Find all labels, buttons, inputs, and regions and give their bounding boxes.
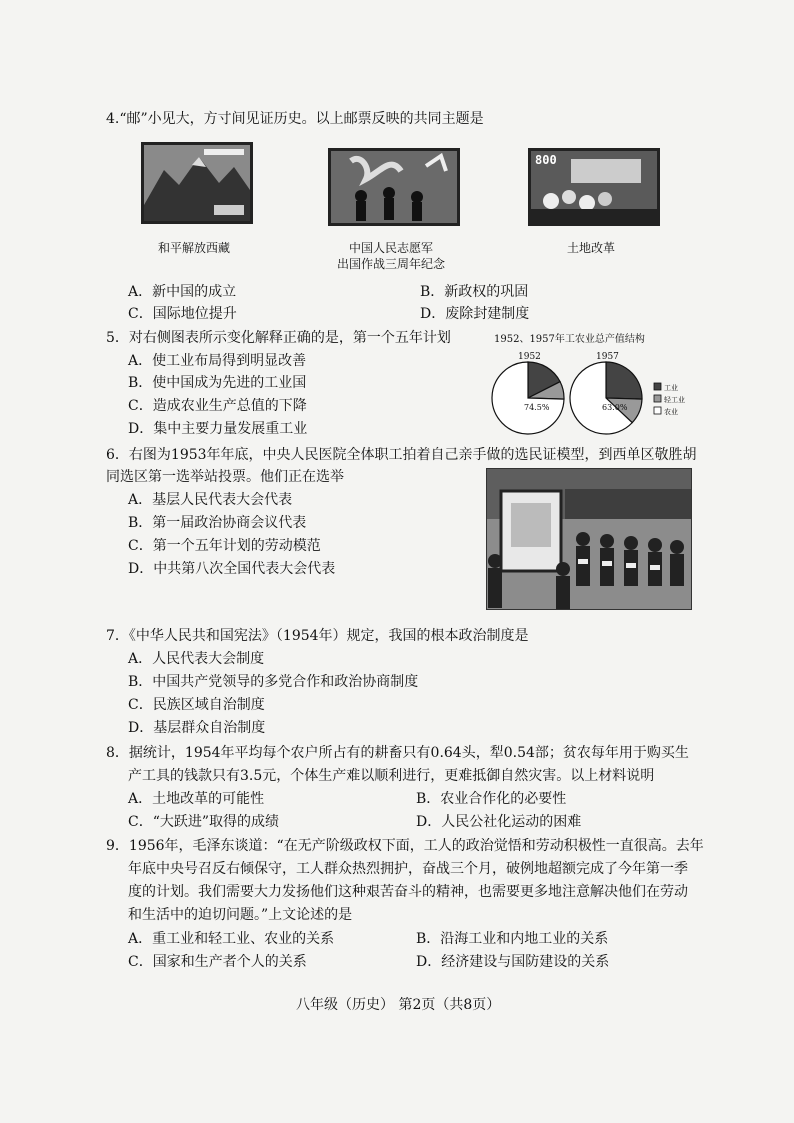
q8-option-c[interactable]: C．“大跃进”取得的成绩: [128, 814, 280, 830]
q4-option-a[interactable]: A．新中国的成立: [128, 284, 237, 300]
stamp-value: 800: [535, 153, 557, 167]
mountain-landscape-icon: [144, 145, 250, 221]
q9-stem-line-1: 9．1956年，毛泽东谈道：“在无产阶级政权下面，工人的政治觉悟和劳动积极性一直很高。去年: [106, 838, 704, 854]
legend-label: 轻工业: [664, 396, 685, 404]
pie-percent-label: 63.0%: [602, 403, 628, 412]
q4-option-d[interactable]: D．废除封建制度: [420, 306, 530, 322]
legend-swatch: [654, 383, 661, 390]
stamp-land-reform: [528, 148, 660, 226]
stamp-caption-1: [141, 240, 247, 256]
legend-label: 农业: [664, 408, 678, 416]
q4-option-c[interactable]: C．国际地位提升: [128, 306, 237, 322]
q8-option-b[interactable]: B．农业合作化的必要性: [416, 791, 567, 807]
q4-stem: 4.“邮”小见大，方寸间见证历史。以上邮票反映的共同主题是: [106, 111, 484, 127]
q5-option-a[interactable]: A．使工业布局得到明显改善: [128, 353, 307, 369]
caption-line: 中国人民志愿军: [348, 241, 433, 255]
q5-option-b[interactable]: B．使中国成为先进的工业国: [128, 375, 307, 391]
voting-photo: [486, 468, 692, 610]
q6-option-a[interactable]: A．基层人民代表大会代表: [128, 492, 293, 508]
legend-swatch: [654, 407, 661, 414]
stamp-volunteer-army: [328, 148, 460, 226]
legend-swatch: [654, 395, 661, 402]
pie-year-label: 1952: [518, 352, 541, 362]
q6-option-c[interactable]: C．第一个五年计划的劳动模范: [128, 538, 321, 554]
q9-stem-line-4: 和生活中的迫切问题。”上文论述的是: [128, 907, 353, 923]
stamp-caption-2: [316, 240, 466, 272]
pie-percent-label: 74.5%: [524, 403, 550, 412]
q8-option-d[interactable]: D．人民公社化运动的困难: [416, 814, 582, 830]
q9-option-c[interactable]: C．国家和生产者个人的关系: [128, 954, 307, 970]
page-footer: 八年级（历史） 第2页（共8页）: [296, 997, 501, 1013]
q6-option-d[interactable]: D．中共第八次全国代表大会代表: [128, 561, 336, 577]
stamp-tibet-liberation: [141, 142, 253, 224]
q5-option-c[interactable]: C．造成农业生产总值的下降: [128, 398, 307, 414]
pie-charts: [478, 342, 688, 442]
q7-option-a[interactable]: A．人民代表大会制度: [128, 651, 265, 667]
caption-line: 出国作战三周年纪念: [336, 257, 445, 271]
q5-option-d[interactable]: D．集中主要力量发展重工业: [128, 421, 308, 437]
q5-stem: 5．对右侧图表所示变化解释正确的是，第一个五年计划: [106, 330, 451, 346]
stamp-caption-3: [528, 240, 654, 256]
pie-slice: [606, 362, 642, 399]
q6-stem-line-1: 6．右图为1953年年底，中央人民医院全体职工拍着自己亲手做的选民证模型，到西单区敬胜胡: [106, 447, 697, 463]
soldiers-battle-icon: [331, 151, 457, 223]
q9-stem-line-2: 年底中央号召反右倾保守，工人群众热烈拥护，奋战三个月，破例地超额完成了今年第一季: [128, 861, 688, 877]
chart-title: 1952、1957年工农业总产值结构: [494, 334, 645, 345]
q7-option-d[interactable]: D．基层群众自治制度: [128, 720, 266, 736]
q9-stem-line-3: 度的计划。我们需要大力发扬他们这种艰苦奋斗的精神，也需要更多地注意解决他们在劳动: [128, 884, 688, 900]
caption-line: 和平解放西藏: [157, 241, 230, 255]
q8-option-a[interactable]: A．土地改革的可能性: [128, 791, 265, 807]
q4-option-b[interactable]: B．新政权的巩固: [420, 284, 529, 300]
q7-option-b[interactable]: B．中国共产党领导的多党合作和政治协商制度: [128, 674, 419, 690]
q8-stem-line-1: 8．据统计，1954年平均每个农户所占有的耕畜只有0.64头，犁0.54部；贫农每年用于购买生: [106, 745, 689, 761]
q8-stem-line-2: 产工具的钱款只有3.5元，个体生产难以顺利进行，更难抵御自然灾害。以上材料说明: [128, 768, 655, 784]
q9-option-a[interactable]: A．重工业和轻工业、农业的关系: [128, 931, 335, 947]
q6-option-b[interactable]: B．第一届政治协商会议代表: [128, 515, 307, 531]
q7-option-c[interactable]: C．民族区域自治制度: [128, 697, 265, 713]
legend-label: 工业: [664, 384, 678, 392]
pie-chart-figure: [478, 330, 688, 442]
pie-year-label: 1957: [596, 352, 619, 362]
q7-stem: 7．《中华人民共和国宪法》（1954年）规定，我国的根本政治制度是: [106, 628, 529, 644]
q9-option-d[interactable]: D．经济建设与国防建设的关系: [416, 954, 610, 970]
caption-line: 土地改革: [566, 241, 615, 255]
q9-option-b[interactable]: B．沿海工业和内地工业的关系: [416, 931, 609, 947]
q6-stem-line-2: 同选区第一选举站投票。他们正在选举: [106, 469, 344, 485]
voters-photo-icon: [487, 469, 691, 609]
